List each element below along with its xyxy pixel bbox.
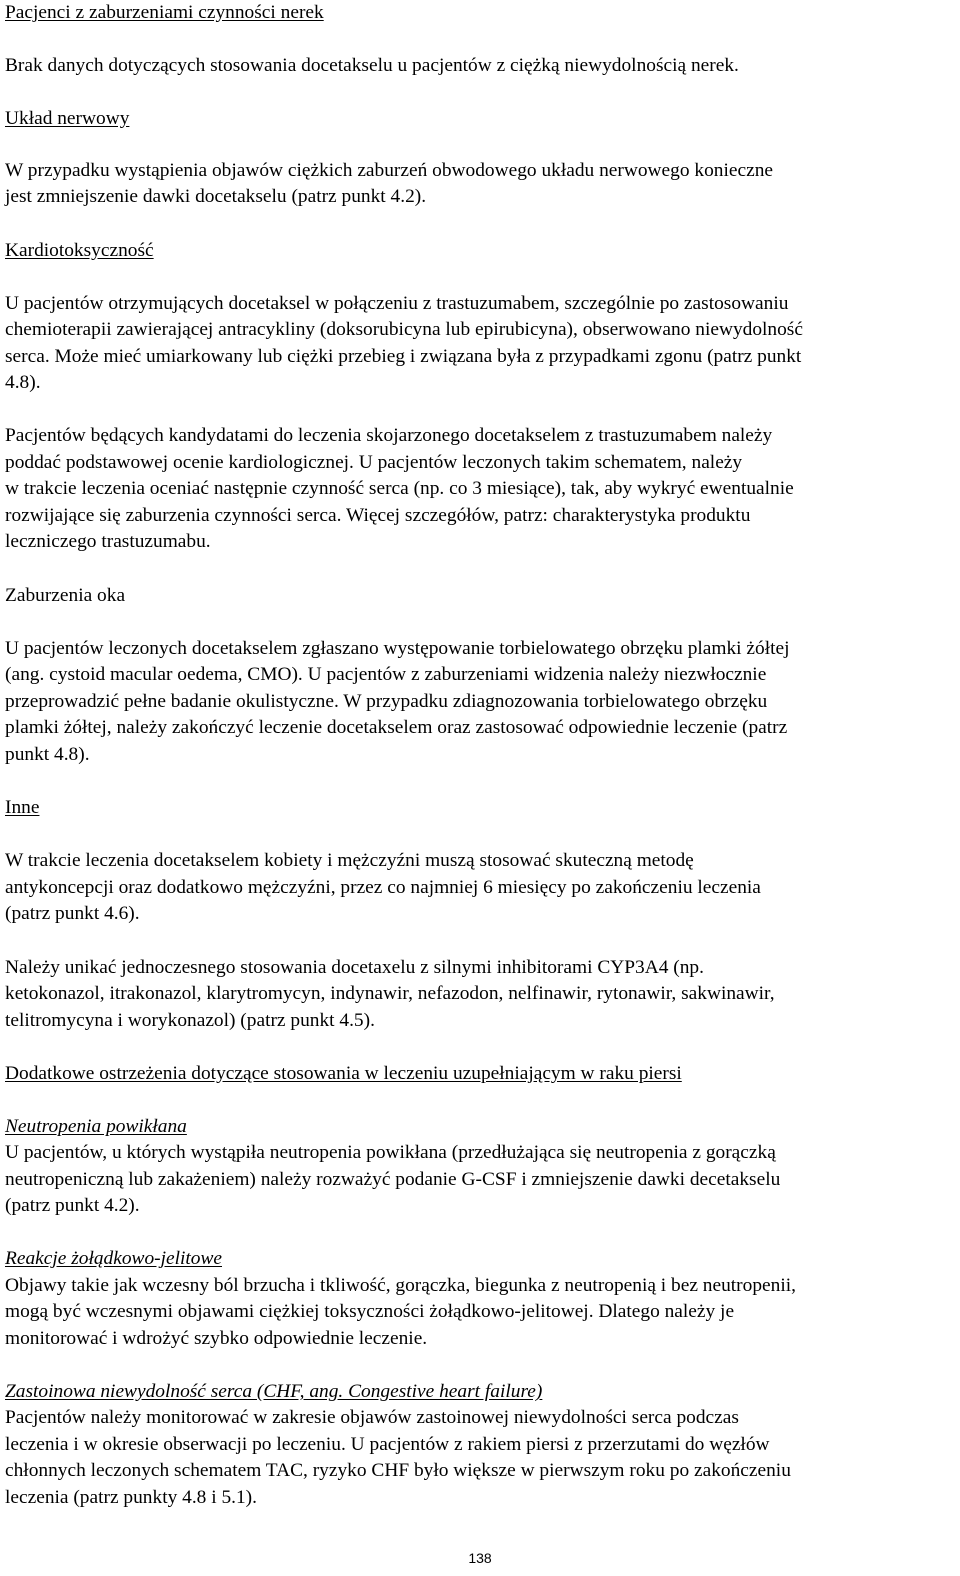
chf-line-3: chłonnych leczonych schematem TAC, ryzyko CHF było większe w pierwszym roku po zakończeniu [5,1460,791,1481]
eye-line-1: U pacjentów leczonych docetakselem zgłaszano występowanie torbielowatego obrzęku plamki żółtej [5,638,790,659]
heading-adjuvant-warnings: Dodatkowe ostrzeżenia dotyczące stosowania w leczeniu uzupełniającym w raku piersi [5,1063,682,1084]
heading-kidney: Pacjenci z zaburzeniami czynności nerek [5,2,324,23]
other-p1-line-1: W trakcie leczenia docetakselem kobiety i mężczyźni muszą stosować skuteczną metodę [5,850,694,871]
cardio-p1-line-4: 4.8). [5,372,41,393]
heading-chf: Zastoinowa niewydolność serca (CHF, ang. Congestive heart failure) [5,1381,543,1402]
nervous-line-1: W przypadku wystąpienia objawów ciężkich zaburzeń obwodowego układu nerwowego konieczne [5,160,773,181]
neutropenia-line-3: (patrz punkt 4.2). [5,1195,140,1216]
gi-line-2: mogą być wczesnymi objawami ciężkiej toksyczności żołądkowo-jelitowej. Dlatego należy je [5,1301,735,1322]
eye-line-2: (ang. cystoid macular oedema, CMO). U pacjentów z zaburzeniami widzenia należy niezwłocznie [5,664,767,685]
cardio-p1-line-3: serca. Może mieć umiarkowany lub ciężki przebieg i związana była z przypadkami zgonu (patrz punkt [5,346,802,367]
cardio-p2-line-2: poddać podstawowej ocenie kardiologicznej. U pacjentów leczonych takim schematem, należy [5,452,743,473]
chf-line-1: Pacjentów należy monitorować w zakresie objawów zastoinowej niewydolności serca podczas [5,1407,739,1428]
heading-cardiotoxicity: Kardiotoksyczność [5,240,154,261]
page-number: 138 [468,1550,492,1566]
heading-eye-disorders: Zaburzenia oka [5,585,126,606]
heading-other: Inne [5,797,40,818]
heading-nervous-system: Układ nerwowy [5,108,130,129]
gi-line-3: monitorować i wdrożyć szybko odpowiednie leczenie. [5,1328,428,1349]
cardio-p2-line-5: leczniczego trastuzumabu. [5,531,211,552]
nervous-line-2: jest zmniejszenie dawki docetakselu (patrz punkt 4.2). [5,186,427,207]
other-p1-line-3: (patrz punkt 4.6). [5,903,140,924]
other-p2-line-3: telitromycyna i worykonazol) (patrz punkt 4.5). [5,1010,375,1031]
kidney-line-1: Brak danych dotyczących stosowania docetakselu u pacjentów z ciężką niewydolnością nerek. [5,55,739,76]
heading-neutropenia: Neutropenia powikłana [5,1116,187,1137]
chf-line-2: leczenia i w okresie obserwacji po leczeniu. U pacjentów z rakiem piersi z przerzutami do węzłów [5,1434,770,1455]
eye-line-4: plamki żółtej, należy zakończyć leczenie docetakselem oraz zastosować odpowiednie leczenie (patrz [5,717,788,738]
gi-line-1: Objawy takie jak wczesny ból brzucha i tkliwość, gorączka, biegunka z neutropenią i bez neutropenii, [5,1275,796,1296]
other-p2-line-2: ketokonazol, itrakonazol, klarytromycyn, indynawir, nefazodon, nelfinawir, rytonawir, sakwinawir, [5,983,775,1004]
neutropenia-line-1: U pacjentów, u których wystąpiła neutropenia powikłana (przedłużająca się neutropenia z gorączką [5,1142,776,1163]
neutropenia-line-2: neutropeniczną lub zakażeniem) należy rozważyć podanie G-CSF i zmniejszenie dawki decetakselu [5,1169,781,1190]
eye-line-5: punkt 4.8). [5,744,90,765]
other-p1-line-2: antykoncepcji oraz dodatkowo mężczyźni, przez co najmniej 6 miesięcy po zakończeniu leczenia [5,877,761,898]
other-p2-line-1: Należy unikać jednoczesnego stosowania docetaxelu z silnymi inhibitorami CYP3A4 (np. [5,957,704,978]
eye-line-3: przeprowadzić pełne badanie okulistyczne. W przypadku zdiagnozowania torbielowatego obrzęku [5,691,768,712]
chf-line-4: leczenia (patrz punkty 4.8 i 5.1). [5,1487,257,1508]
cardio-p1-line-2: chemioterapii zawierającej antracykliny (doksorubicyna lub epirubicyna), obserwowano niewydolność [5,319,803,340]
cardio-p2-line-4: rozwijające się zaburzenia czynności serca. Więcej szczegółów, patrz: charakterystyka produktu [5,505,751,526]
heading-gi-reactions: Reakcje żołądkowo-jelitowe [5,1248,222,1269]
cardio-p2-line-1: Pacjentów będących kandydatami do leczenia skojarzonego docetakselem z trastuzumabem należy [5,425,773,446]
cardio-p1-line-1: U pacjentów otrzymujących docetaksel w połączeniu z trastuzumabem, szczególnie po zastosowaniu [5,293,789,314]
cardio-p2-line-3: w trakcie leczenia oceniać następnie czynność serca (np. co 3 miesiące), tak, aby wykryć ewentualnie [5,478,794,499]
